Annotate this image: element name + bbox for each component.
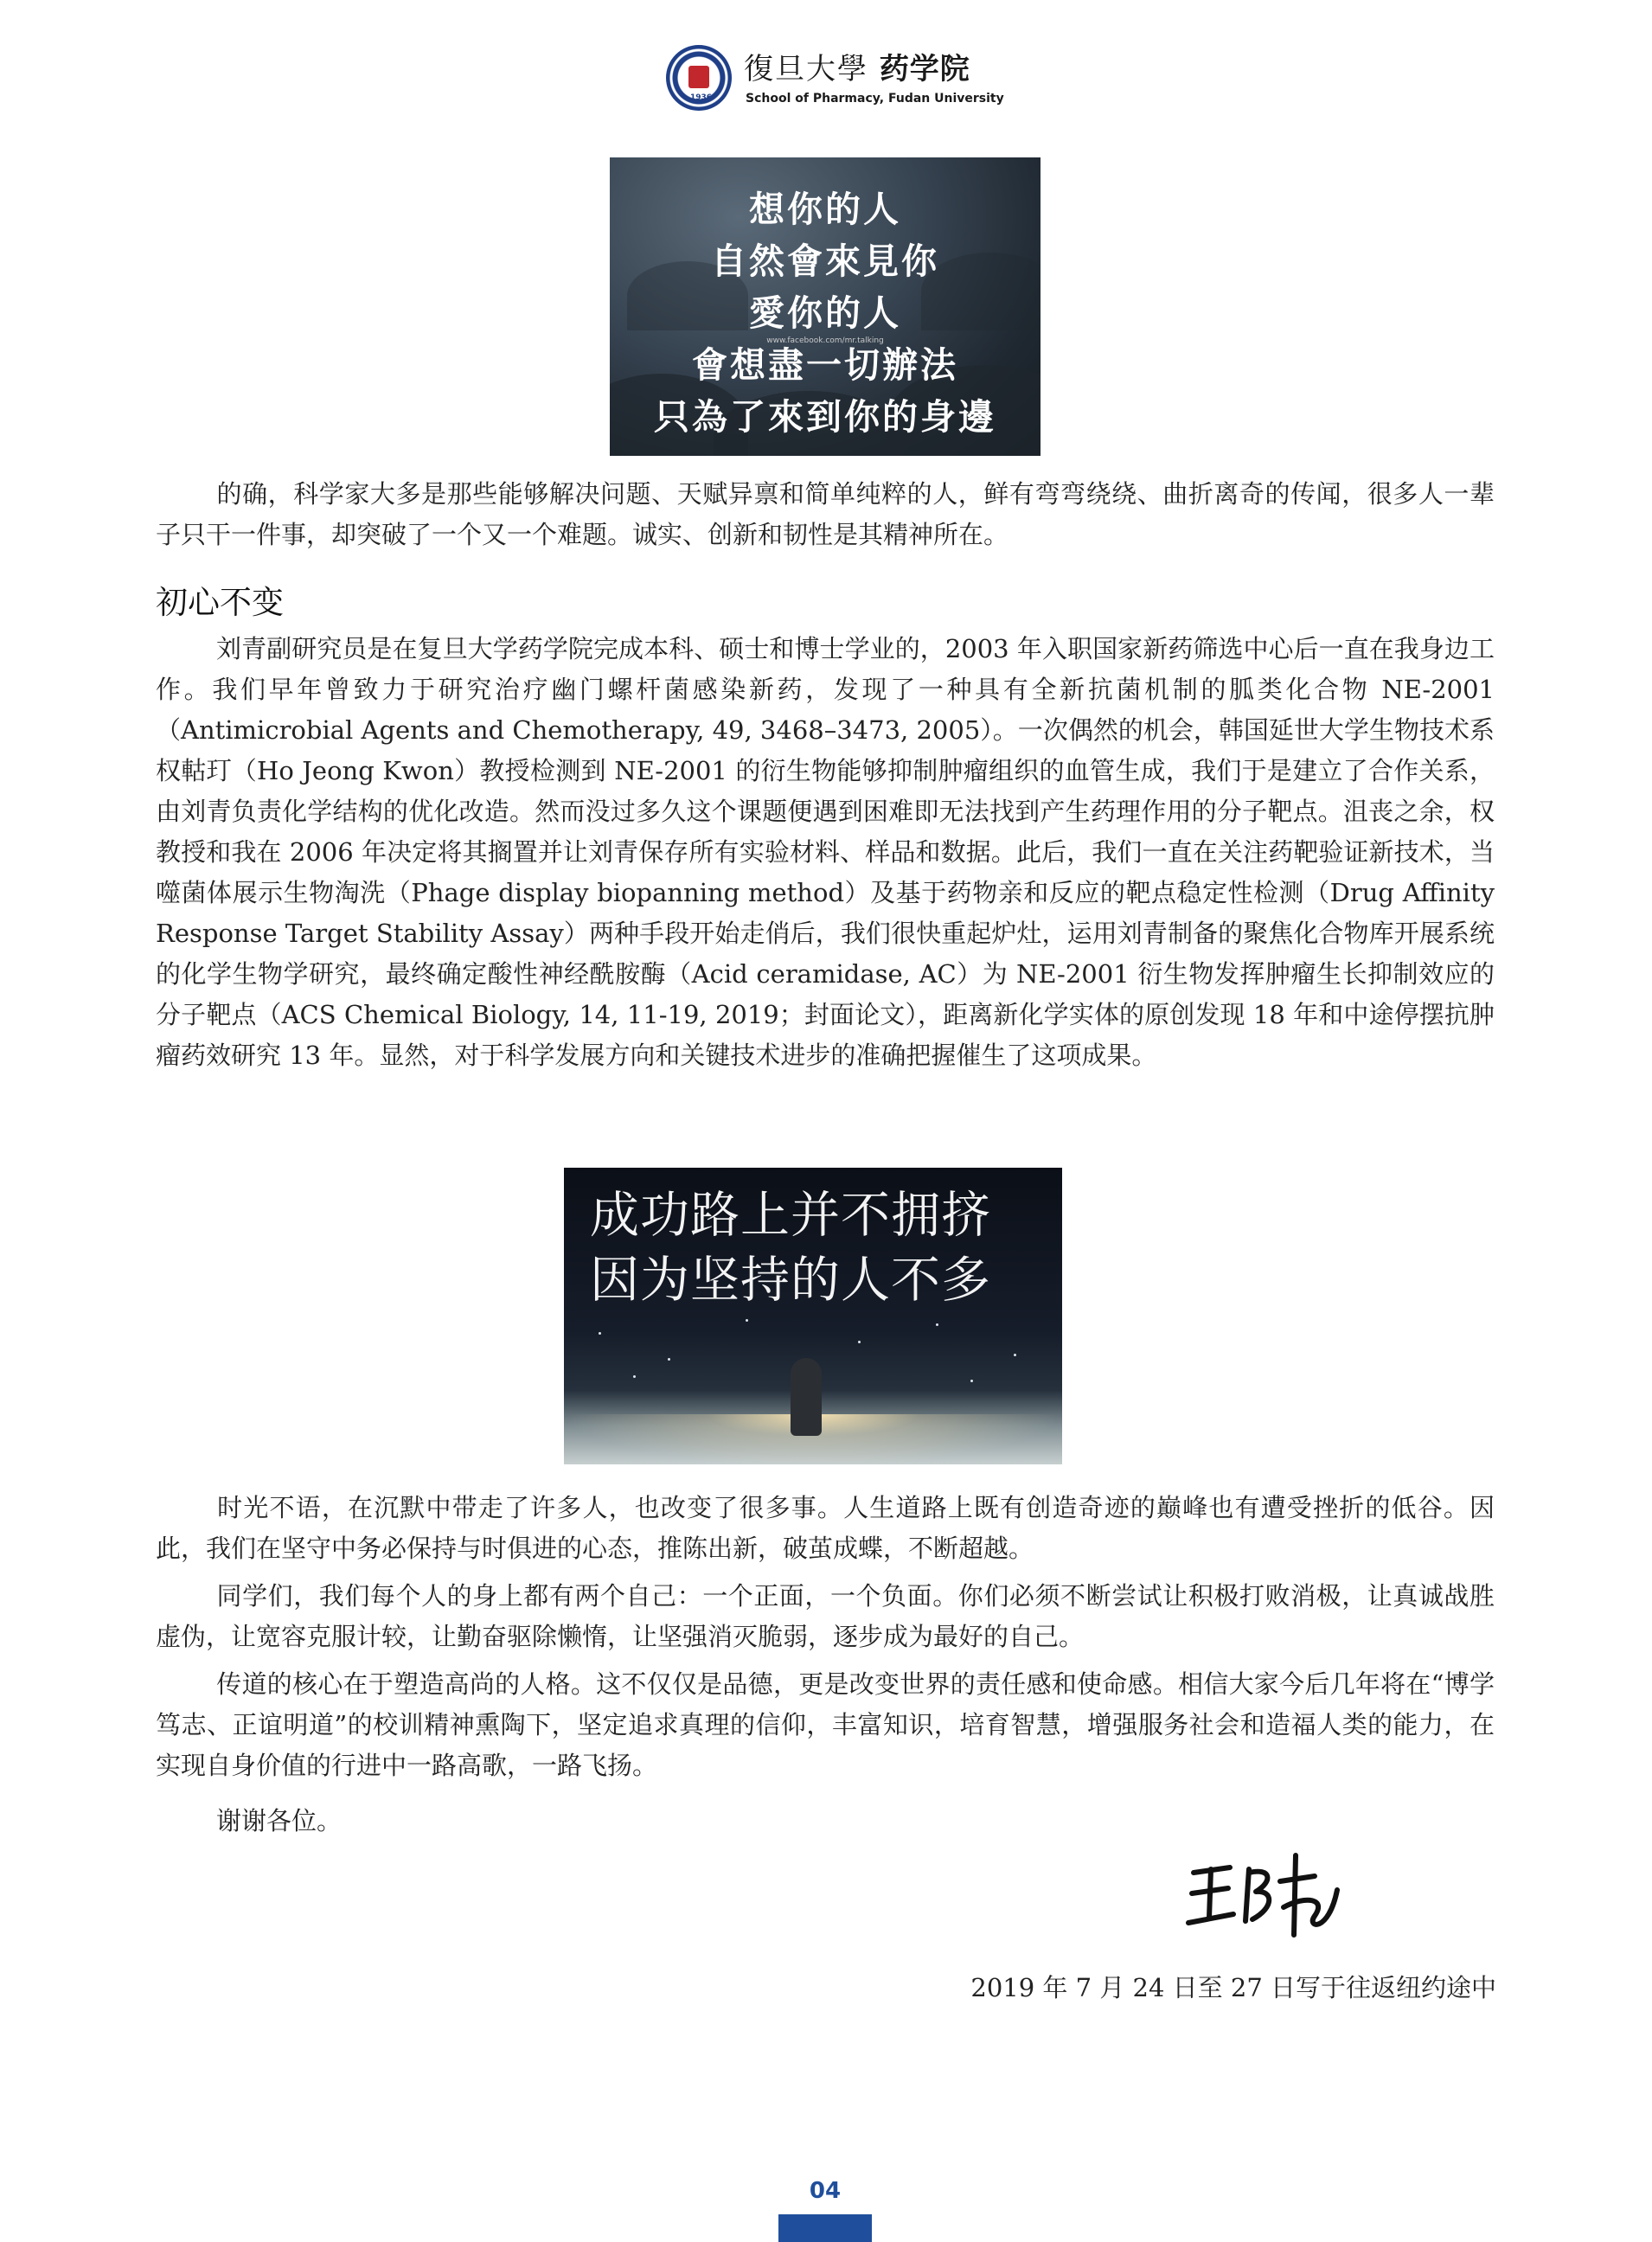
body-paragraph — [156, 1576, 1495, 1657]
seal-year: 1936 — [690, 93, 713, 102]
standing-person-figure — [791, 1358, 822, 1436]
body-paragraph — [156, 1664, 1495, 1786]
image2-line: 成功路上并不拥挤 — [590, 1187, 991, 1244]
paragraph-text: 同学们，我们每个人的身上都有两个自己：一个正面，一个负面。你们必须不断尝试让积极打败消极，让真诚战胜虚伪，让宽容克服计较，让勤奋驱除懒惰，让坚强消灭脆弱，逐步成为最好的自己。 — [156, 1581, 1495, 1651]
paragraph-text: 刘青副研究员是在复旦大学药学院完成本科、硕士和博士学业的，2003 年入职国家新药筛选中心后一直在我身边工作。我们早年曾致力于研究治疗幽门螺杆菌感染新药，发现了一种具有全新抗菌机制的胍类化合物 NE-2001（Antimicrobial Agents and Chemotherapy, 49, 3468–3473, 2005）。一次偶然的机会，韩国延世大学生物技术系权軲玎（Ho Jeong Kwon）教授检测到 NE-2001 的衍生物能够抑制肿瘤组织的血管生成，我们于是建立了合作关系，由刘青负责化学结构的优化改造。然而没过多久这个课题便遇到困难即无法找到产生药理作用的分子靶点。沮丧之余，权教授和我在 2006 年决定将其搁置并让刘青保存所有实验材料、样品和数据。此后，我们一直在关注药靶验证新技术，当噬菌体展示生物淘洗（Phage display biopanning method）及基于药物亲和反应的靶点稳定性检测（Drug Affinity Response Target Stability Assay）两种手段开始走俏后，我们很快重起炉灶，运用刘青制备的聚焦化合物库开展系统的化学生物学研究，最终确定酸性神经酰胺酶（Acid ceramidase, AC）为 NE-2001 衍生物发挥肿瘤生长抑制效应的分子靶点（ACS Chemical Biology, 14, 11-19, 2019；封面论文），距离新化学实体的原创发现 18 年和中途停摆抗肿瘤药效研究 13 年。显然，对于科学发展方向和关键技术进步的准确把握催生了这项成果。 — [156, 634, 1495, 1070]
quote-image-umbrellas — [610, 157, 1041, 456]
image1-line: 會想盡一切辦法 — [692, 344, 958, 386]
handwritten-signature — [1176, 1838, 1349, 1951]
date-line: 2019 年 7 月 24 日至 27 日写于往返纽约途中 — [970, 1973, 1496, 2002]
body-paragraph — [156, 474, 1495, 555]
paragraph-text: 的确，科学家大多是那些能够解决问题、天赋异禀和简单纯粹的人，鲜有弯弯绕绕、曲折离奇的传闻，很多人一辈子只干一件事，却突破了一个又一个难题。诚实、创新和韧性是其精神所在。 — [156, 479, 1495, 549]
university-name-cn: 復旦大學 — [744, 52, 868, 86]
quote-image-starry-night — [564, 1168, 1062, 1464]
image1-line: 自然會來見你 — [711, 240, 939, 282]
image1-caption — [610, 183, 1041, 443]
seal-emblem-icon — [688, 66, 709, 88]
paragraph-text: 时光不语，在沉默中带走了许多人，也改变了很多事。人生道路上既有创造奇迹的巅峰也有遭受挫折的低谷。因此，我们在坚守中务必保持与时俱进的心态，推陈出新，破茧成蝶，不断超越。 — [156, 1493, 1495, 1563]
image1-credit: www.facebook.com/mr.talking — [766, 336, 884, 345]
section-heading: 初心不变 — [156, 584, 284, 621]
image1-line: 只為了來到你的身邊 — [654, 396, 996, 438]
paragraph-text: 传道的核心在于塑造高尚的人格。这不仅仅是品德，更是改变世界的责任感和使命感。相信大家今后几年将在“博学笃志、正谊明道”的校训精神熏陶下，坚定追求真理的信仰，丰富知识，培育智慧，增强服务社会和造福人类的能力，在实现自身价值的行进中一路高歌，一路飞扬。 — [156, 1669, 1495, 1780]
body-paragraph — [156, 1488, 1495, 1569]
school-name-en: School of Pharmacy, Fudan University — [746, 92, 1004, 106]
image2-line: 因为坚持的人不多 — [590, 1252, 991, 1309]
image1-line: 愛你的人 — [749, 292, 901, 334]
image1-line: 想你的人 — [749, 189, 901, 230]
image2-caption — [590, 1183, 1040, 1313]
body-paragraph — [156, 1801, 1495, 1842]
school-name-cn: 药学院 — [879, 52, 970, 86]
page-header — [657, 38, 1021, 121]
paragraph-text: 谢谢各位。 — [216, 1806, 343, 1835]
body-paragraph — [156, 629, 1495, 1076]
page-number: 04 — [809, 2178, 842, 2204]
page-footer-bar — [778, 2214, 872, 2242]
university-seal-logo — [666, 45, 732, 111]
header-title-cn — [744, 45, 970, 87]
